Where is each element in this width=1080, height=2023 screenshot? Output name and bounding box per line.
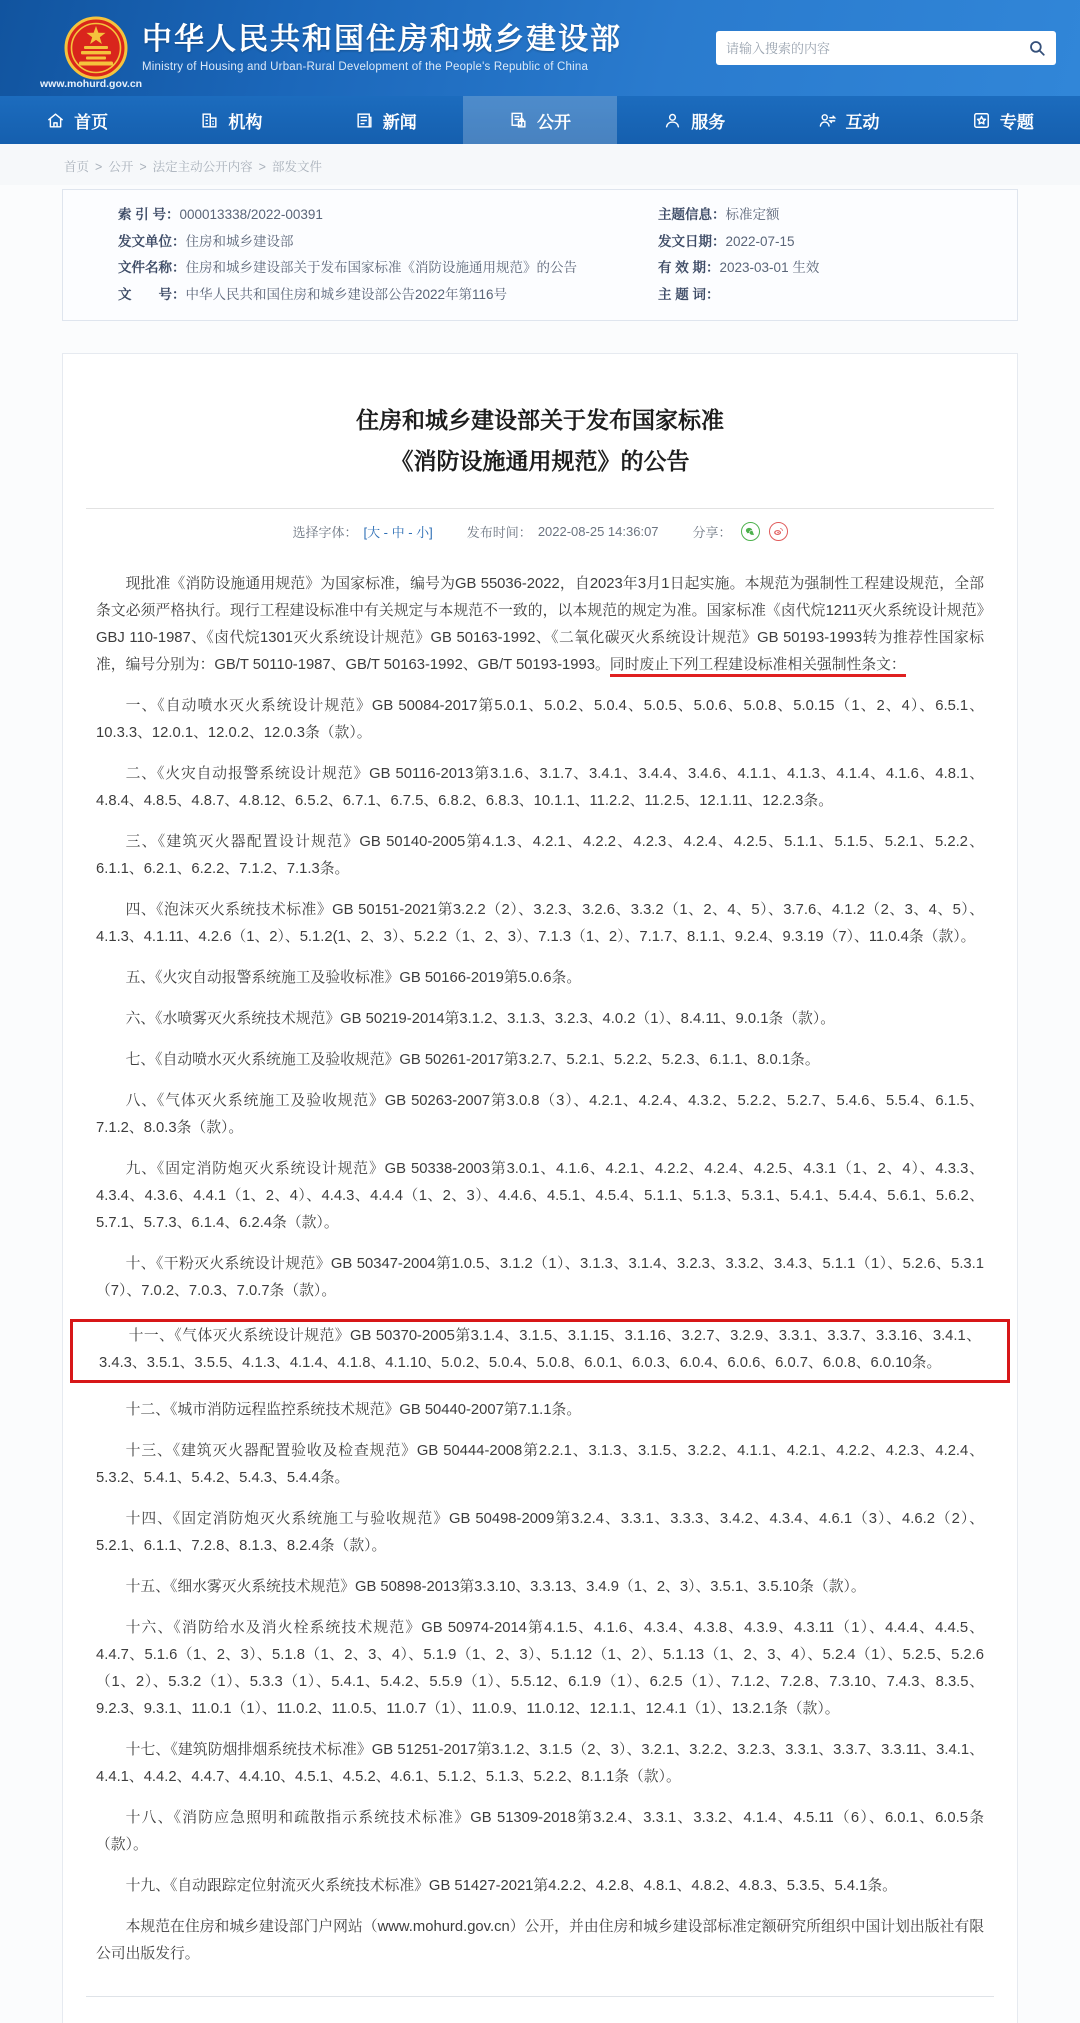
search-input[interactable] xyxy=(726,41,1028,56)
nav-item-label: 新闻 xyxy=(382,112,417,132)
breadcrumb-link[interactable]: 公开 xyxy=(108,160,134,174)
regulation-item: 九、《固定消防炮灭火系统设计规范》GB 50338-2003第3.0.1、4.1.6、4.2.1、4.2.2、4.2.4、4.2.5、4.3.1（1、2、4）、4.3.3、4.3.4、4.3.6、4.4.1（1、2、4）、4.4.3、4.4.4（1、2、3）、4.4.6、4.5.1、4.5.4、5.1.1、5.1.3、5.3.1、5.4.1、5.4.4、5.6.1、5.6.2、5.7.1、5.7.3、6.1.4、6.2.4条（款）。 xyxy=(96,1161,984,1231)
publish-time-value: 2022-08-25 14:36:07 xyxy=(537,524,659,539)
regulation-item: 四、《泡沫灭火系统技术标准》GB 50151-2021第3.2.2（2）、3.2.3、3.2.6、3.3.2（1、2、4、5）、3.7.6、4.1.2（2、3、4、5）、4.1.3、4.1.11、4.2.6（1、2）、5.1.2(1、2、3）、5.2.2（1、2、3）、7.1.3（1、2）、7.1.7、8.1.1、9.2.4、9.3.19（7）、11.0.4条（款）。 xyxy=(96,902,984,945)
breadcrumb-link[interactable]: 部发文件 xyxy=(271,160,322,174)
nav-item-interaction[interactable] xyxy=(771,96,925,144)
regulation-item: 一、《自动喷水灭火系统设计规范》GB 50084-2017第5.0.1、5.0.2、5.0.4、5.0.5、5.0.6、5.0.8、5.0.15（1、2、4）、6.5.1、10.3.3、12.0.1、12.0.2、12.0.3条（款）。 xyxy=(96,698,984,741)
share-label: 分享： xyxy=(692,525,732,540)
article-body xyxy=(96,571,984,1997)
meta-issuing-unit: 发文单位：住房和城乡建设部 xyxy=(118,233,294,249)
interaction-icon xyxy=(818,111,837,130)
meta-issue-date: 发文日期：2022-07-15 xyxy=(658,233,795,249)
nav-item-label: 专题 xyxy=(999,112,1034,132)
page-title-line2: 《消防设施通用规范》的公告 xyxy=(390,448,690,474)
topics-icon xyxy=(972,111,991,130)
red-underlined-phrase: 同时废止下列工程建设标准相关强制性条文： xyxy=(610,657,906,677)
regulation-list xyxy=(96,693,984,1900)
regulation-item: 七、《自动喷水灭火系统施工及验收规范》GB 50261-2017第3.2.7、5.2.1、5.2.2、5.2.3、6.1.1、8.0.1条。 xyxy=(125,1052,820,1068)
document-meta-card xyxy=(62,189,1018,321)
site-url: www.mohurd.gov.cn xyxy=(40,78,143,90)
closing-paragraph: 本规范在住房和城乡建设部门户网站（www.mohurd.gov.cn）公开，并由住房和城乡建设部标准定额研究所组织中国计划出版社有限公司出版发行。 xyxy=(96,1919,984,1962)
nav-item-label: 互动 xyxy=(845,112,880,132)
page-title-line1: 住房和城乡建设部关于发布国家标准 xyxy=(356,407,724,433)
title-divider xyxy=(86,508,994,509)
share-wechat-icon[interactable] xyxy=(741,522,760,541)
article-meta-bar xyxy=(96,522,984,541)
regulation-item: 十九、《自动跟踪定位射流灭火系统技术标准》GB 51427-2021第4.2.2、4.2.8、4.8.1、4.8.2、4.8.3、5.3.5、5.4.1条。 xyxy=(125,1878,897,1894)
regulation-item: 十二、《城市消防远程监控系统技术规范》GB 50440-2007第7.1.1条。 xyxy=(125,1402,582,1418)
nav-item-orgs[interactable] xyxy=(154,96,308,144)
news-icon xyxy=(355,111,374,130)
disclosure-icon xyxy=(509,111,528,130)
share-weibo-icon[interactable] xyxy=(769,522,788,541)
site-title: 中华人民共和国住房和城乡建设部 xyxy=(142,23,622,56)
regulation-item: 十三、《建筑灭火器配置验收及检查规范》GB 50444-2008第2.2.1、3.1.3、3.1.5、3.2.2、4.1.1、4.2.1、4.2.2、4.2.3、4.2.4、5.3.2、5.4.1、5.4.2、5.4.3、5.4.4条。 xyxy=(96,1443,984,1486)
breadcrumb-separator: > xyxy=(95,160,103,174)
publish-time-label: 发布时间： xyxy=(466,525,532,540)
nav-item-label: 机构 xyxy=(228,112,263,132)
search-icon xyxy=(1028,39,1046,57)
nav-item-home[interactable] xyxy=(0,96,154,144)
national-emblem-logo xyxy=(64,16,128,80)
site-brand xyxy=(64,16,622,80)
site-title-english: Ministry of Housing and Urban-Rural Development of the People's Republic of China xyxy=(142,61,589,73)
home-icon xyxy=(46,111,65,130)
regulation-item: 三、《建筑灭火器配置设计规范》GB 50140-2005第4.1.3、4.2.1、4.2.2、4.2.3、4.2.4、4.2.5、5.1.1、5.1.5、5.2.1、5.2.2、6.1.1、6.2.1、6.2.2、7.1.2、7.1.3条。 xyxy=(96,834,984,877)
regulation-item: 二、《火灾自动报警系统设计规范》GB 50116-2013第3.1.6、3.1.7、3.4.1、3.4.4、3.4.6、4.1.1、4.1.3、4.1.4、4.1.6、4.8.1、4.8.4、4.8.5、4.8.7、4.8.12、6.5.2、6.7.1、6.7.5、6.8.2、6.8.3、10.1.1、11.2.2、11.2.5、12.1.11、12.2.3条。 xyxy=(96,766,984,809)
meta-document-name: 文件名称：住房和城乡建设部关于发布国家标准《消防设施通用规范》的公告 xyxy=(118,260,577,275)
nav-item-news[interactable] xyxy=(309,96,463,144)
highlighted-regulation-item: 十一、《气体灭火系统设计规范》GB 50370-2005第3.1.4、3.1.5、3.1.15、3.1.16、3.2.7、3.2.9、3.3.1、3.3.7、3.3.16、3.4.1、3.4.3、3.5.1、3.5.5、4.1.3、4.1.4、4.1.8、4.1.10、5.0.2、5.0.4、5.0.8、6.0.1、6.0.3、6.0.4、6.0.6、6.0.7、6.0.8、6.0.10条。 xyxy=(99,1328,981,1371)
font-size-label: 选择字体： xyxy=(292,525,358,540)
regulation-item: 六、《水喷雾灭火系统技术规范》GB 50219-2014第3.1.2、3.1.3、3.2.3、4.0.2（1）、8.4.11、9.0.1条（款）。 xyxy=(125,1011,836,1027)
breadcrumb-separator: > xyxy=(139,160,147,174)
nav-item-disclosure[interactable] xyxy=(463,96,617,144)
meta-valid-date: 有 效 期：2023-03-01 生效 xyxy=(658,260,820,275)
breadcrumb-link[interactable]: 法定主动公开内容 xyxy=(152,160,253,174)
page-title xyxy=(96,400,984,482)
search-box xyxy=(716,31,1056,65)
regulation-item: 八、《气体灭火系统施工及验收规范》GB 50263-2007第3.0.8（3）、4.2.1、4.2.4、4.3.2、5.2.2、5.2.7、5.4.6、5.5.4、6.1.5、7.1.2、8.0.3条（款）。 xyxy=(96,1093,984,1136)
regulation-item: 五、《火灾自动报警系统施工及验收标准》GB 50166-2019第5.0.6条。 xyxy=(125,970,582,986)
breadcrumb-link[interactable]: 首页 xyxy=(64,160,90,174)
nav-item-label: 公开 xyxy=(536,112,571,132)
regulation-item: 十六、《消防给水及消火栓系统技术规范》GB 50974-2014第4.1.5、4.1.6、4.3.4、4.3.8、4.3.9、4.3.11（1）、4.4.4、4.4.5、4.4.7、5.1.6（1、2、3）、5.1.8（1、2、3、4）、5.1.9（1、2、3）、5.1.12（1、2）、5.1.13（1、2、3、4）、5.2.4（1）、5.2.5、5.2.6（1、2）、5.3.2（1）、5.3.3（1）、5.4.1、5.4.2、5.5.9（1）、5.5.12、6.1.9（1）、6.2.5（1）、7.1.2、7.2.8、7.3.10、7.4.3、8.3.5、9.2.3、9.3.1、11.0.1（1）、11.0.2、11.0.5、11.0.7（1）、11.0.9、11.0.12、12.1.1、12.4.1（1）、13.2.1条（款）。 xyxy=(96,1620,984,1717)
nav-item-label: 首页 xyxy=(74,112,109,132)
search-button[interactable] xyxy=(1028,39,1046,57)
meta-keywords: 主 题 词： xyxy=(658,286,720,302)
intro-paragraph: 现批准《消防设施通用规范》为国家标准，编号为GB 55036-2022，自2023年3月1日起实施。本规范为强制性工程建设规范，全部条文必须严格执行。现行工程建设标准中有关规定与本规范不一致的，以本规范的规定为准。国家标准《卤代烷1211灭火系统设计规范》GBJ 110-1987、《卤代烷1301灭火系统设计规范》GB 50163-1992、《二氧化碳灭火系统设计规范》GB 50193-1993转为推荐性国家标准，编号分别为：GB/T 50110-1987、GB/T 50163-1992、GB/T 50193-1993。同时废止下列工程建设标准相关强制性条文： xyxy=(96,571,984,679)
font-size-selector[interactable]: [大 - 中 - 小] xyxy=(363,525,433,540)
announcement-card xyxy=(62,353,1018,2023)
main-nav xyxy=(0,96,1080,144)
nav-item-topics[interactable] xyxy=(926,96,1080,144)
regulation-item: 十八、《消防应急照明和疏散指示系统技术标准》GB 51309-2018第3.2.4、3.3.1、3.3.2、4.1.4、4.5.11（6）、6.0.1、6.0.5条（款）。 xyxy=(96,1810,984,1853)
regulation-item: 十四、《固定消防炮灭火系统施工与验收规范》GB 50498-2009第3.2.4、3.3.1、3.3.3、3.4.2、4.3.4、4.6.1（3）、4.6.2（2）、5.2.1、6.1.1、7.2.8、8.1.3、8.2.4条（款）。 xyxy=(96,1511,984,1554)
breadcrumb-separator: > xyxy=(258,160,266,174)
meta-index-number: 索 引 号：000013338/2022-00391 xyxy=(118,207,323,222)
breadcrumb xyxy=(0,144,1080,185)
regulation-item: 十七、《建筑防烟排烟系统技术标准》GB 51251-2017第3.1.2、3.1.5（2、3）、3.2.1、3.2.2、3.2.3、3.3.1、3.3.7、3.3.11、3.4.1、4.4.1、4.4.2、4.4.7、4.4.10、4.5.1、4.5.2、4.6.1、5.1.2、5.1.3、5.2.2、8.1.1条（款）。 xyxy=(96,1742,984,1785)
regulation-item: 十、《干粉灭火系统设计规范》GB 50347-2004第1.0.5、3.1.2（1）、3.1.3、3.1.4、3.2.3、3.3.2、3.4.3、5.1.1（1）、5.2.6、5.3.1（7）、7.0.2、7.0.3、7.0.7条（款）。 xyxy=(96,1256,984,1299)
orgs-icon xyxy=(200,111,219,130)
meta-document-number: 文 号：中华人民共和国住房和城乡建设部公告2022年第116号 xyxy=(118,286,508,302)
site-header xyxy=(0,0,1080,96)
regulation-item: 十五、《细水雾灭火系统技术规范》GB 50898-2013第3.3.10、3.3.13、3.4.9（1、2、3）、3.5.1、3.5.10条（款）。 xyxy=(125,1579,866,1595)
nav-item-services[interactable] xyxy=(617,96,771,144)
services-icon xyxy=(663,111,682,130)
bottom-divider xyxy=(86,1996,994,1997)
meta-subject-info: 主题信息：标准定额 xyxy=(658,207,780,222)
nav-item-label: 服务 xyxy=(691,112,726,132)
highlighted-regulation-box xyxy=(70,1319,1010,1383)
